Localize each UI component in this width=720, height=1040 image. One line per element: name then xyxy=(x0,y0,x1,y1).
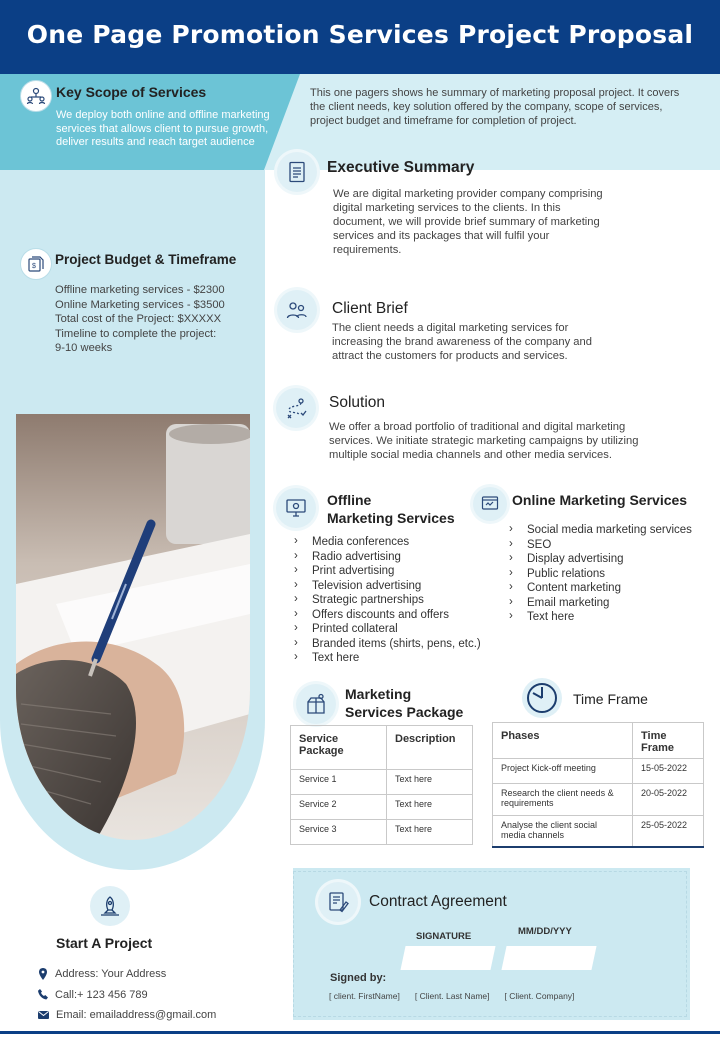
mail-icon xyxy=(38,1011,49,1019)
list-item: › Text here xyxy=(294,651,494,666)
table-cell: 25-05-2022 xyxy=(633,816,704,848)
list-item: › Print advertising xyxy=(294,564,494,579)
svg-text:$: $ xyxy=(32,263,36,270)
budget-line: 9-10 weeks xyxy=(55,342,113,354)
table-cell: Service 1 xyxy=(291,770,387,795)
contact-list xyxy=(38,964,216,1026)
list-item: › Branded items (shirts, pens, etc.) xyxy=(294,637,494,652)
document-icon xyxy=(277,152,317,192)
list-item: › Radio advertising xyxy=(294,550,494,565)
list-item: › Television advertising xyxy=(294,579,494,594)
budget-lines xyxy=(55,283,260,356)
table-header: Service Package xyxy=(291,726,387,770)
offline-list xyxy=(294,535,494,666)
location-icon xyxy=(38,968,48,980)
client-company[interactable]: [ Client. Company] xyxy=(504,991,575,1001)
online-list xyxy=(509,523,719,625)
table-header-row xyxy=(291,726,473,770)
table-cell: Project Kick-off meeting xyxy=(493,759,633,784)
table-cell: 15-05-2022 xyxy=(633,759,704,784)
table-row xyxy=(291,770,473,795)
package-title xyxy=(345,686,463,721)
contract-icon xyxy=(318,882,358,922)
web-icon xyxy=(473,487,507,521)
footer-line xyxy=(0,1031,720,1034)
timeframe-title: Time Frame xyxy=(573,691,648,707)
budget-line: Timeline to complete the project: xyxy=(55,327,217,340)
timeframe-table xyxy=(492,722,704,848)
list-item: › SEO xyxy=(509,538,719,553)
contract-title: Contract Agreement xyxy=(369,893,507,910)
table-header-row xyxy=(493,723,704,759)
contact-phone xyxy=(38,985,216,1006)
list-item: › Display advertising xyxy=(509,552,719,567)
offline-title xyxy=(327,492,455,527)
budget-line: Total cost of the Project: $XXXXX xyxy=(55,313,222,325)
signature-field[interactable] xyxy=(400,946,495,970)
package-title-line2: Services Package xyxy=(345,703,464,720)
email-text[interactable]: Email: emailaddress@gmail.com xyxy=(56,1009,217,1021)
table-row xyxy=(493,816,704,848)
client-last-name[interactable]: [ Client. Last Name] xyxy=(414,991,490,1001)
key-scope-title: Key Scope of Services xyxy=(56,84,207,100)
date-field[interactable] xyxy=(501,946,596,970)
client-brief-title: Client Brief xyxy=(332,300,408,317)
contact-address xyxy=(38,964,216,985)
phone-text: Call:+ 123 456 789 xyxy=(55,988,148,1001)
client-first-name[interactable]: [ client. FirstName] xyxy=(329,991,400,1001)
table-cell: Text here xyxy=(387,795,473,820)
address-text: Address: Your Address xyxy=(55,968,167,980)
solution-title: Solution xyxy=(329,394,386,411)
route-icon xyxy=(276,388,316,428)
list-item: › Text here xyxy=(509,610,719,625)
list-item: › Email marketing xyxy=(509,596,719,611)
list-item: › Public relations xyxy=(509,567,719,582)
monitor-icon xyxy=(276,488,316,528)
client-icon xyxy=(277,290,317,330)
client-brief-text: The client needs a digital marketing services for increasing the brand awareness of the company and attract the customers for products and services. xyxy=(332,322,592,362)
signed-by-label: Signed by: xyxy=(330,972,387,984)
table-cell: Research the client needs & requirements xyxy=(493,784,633,816)
table-row xyxy=(291,820,473,845)
table-header: Phases xyxy=(493,723,633,759)
table-header: Description xyxy=(387,726,473,770)
date-label: MM/DD/YYY xyxy=(518,926,572,937)
table-underline xyxy=(492,846,704,848)
solution-text: We offer a broad portfolio of traditional and digital marketing services. We initiate strategic marketing campaigns by utilizing multiple social media channels and other media services. xyxy=(329,421,639,461)
list-item: › Media conferences xyxy=(294,535,494,550)
box-icon xyxy=(296,684,336,724)
table-cell: Analyse the client social media channels xyxy=(493,816,633,848)
rocket-icon xyxy=(90,886,130,926)
signer-fields xyxy=(329,991,574,1001)
table-cell: 20-05-2022 xyxy=(633,784,704,816)
list-item: › Offers discounts and offers xyxy=(294,608,494,623)
list-item: › Social media marketing services xyxy=(509,523,719,538)
list-item: › Strategic partnerships xyxy=(294,593,494,608)
package-title-line1: Marketing xyxy=(345,686,412,702)
budget-title: Project Budget & Timeframe xyxy=(55,252,237,267)
executive-summary-text: We are digital marketing provider company comprising digital marketing services to the clients. In this document, we will provide brief summary of marketing services and its packages that will fulfil your requirements. xyxy=(333,188,603,256)
budget-line: Offline marketing services - $2300 xyxy=(55,284,225,296)
executive-summary-title: Executive Summary xyxy=(327,159,475,176)
contact-email xyxy=(38,1005,216,1026)
list-item: › Printed collateral xyxy=(294,622,494,637)
writing-photo xyxy=(16,414,250,840)
table-row xyxy=(493,759,704,784)
table-row xyxy=(291,795,473,820)
table-cell: Text here xyxy=(387,820,473,845)
table-header: Time Frame xyxy=(633,723,704,759)
table-cell: Service 3 xyxy=(291,820,387,845)
table-cell: Service 2 xyxy=(291,795,387,820)
offline-title-line2: Marketing Services xyxy=(327,509,455,526)
list-item: › Content marketing xyxy=(509,581,719,596)
phone-icon xyxy=(38,989,48,1000)
table-row xyxy=(493,784,704,816)
offline-title-line1: Offline xyxy=(327,492,372,508)
budget-line: Online Marketing services - $3500 xyxy=(55,298,225,311)
clock-icon xyxy=(522,678,562,718)
package-table xyxy=(290,725,473,845)
signature-label: SIGNATURE xyxy=(416,931,472,942)
page-title: One Page Promotion Services Project Proposal xyxy=(26,20,694,49)
budget-icon xyxy=(20,248,52,280)
online-title: Online Marketing Services xyxy=(512,492,688,508)
people-icon xyxy=(20,80,52,112)
key-scope-text: We deploy both online and offline marketing services that allows client to pursue growth, deliver results and reach target audience xyxy=(56,109,270,148)
intro-text: This one pagers shows he summary of marketing proposal project. It covers the client needs, key solution offered by the company, scope of services, project budget and timeframe for completion of project. xyxy=(310,87,680,127)
table-cell: Text here xyxy=(387,770,473,795)
start-project-title: Start A Project xyxy=(56,935,153,951)
